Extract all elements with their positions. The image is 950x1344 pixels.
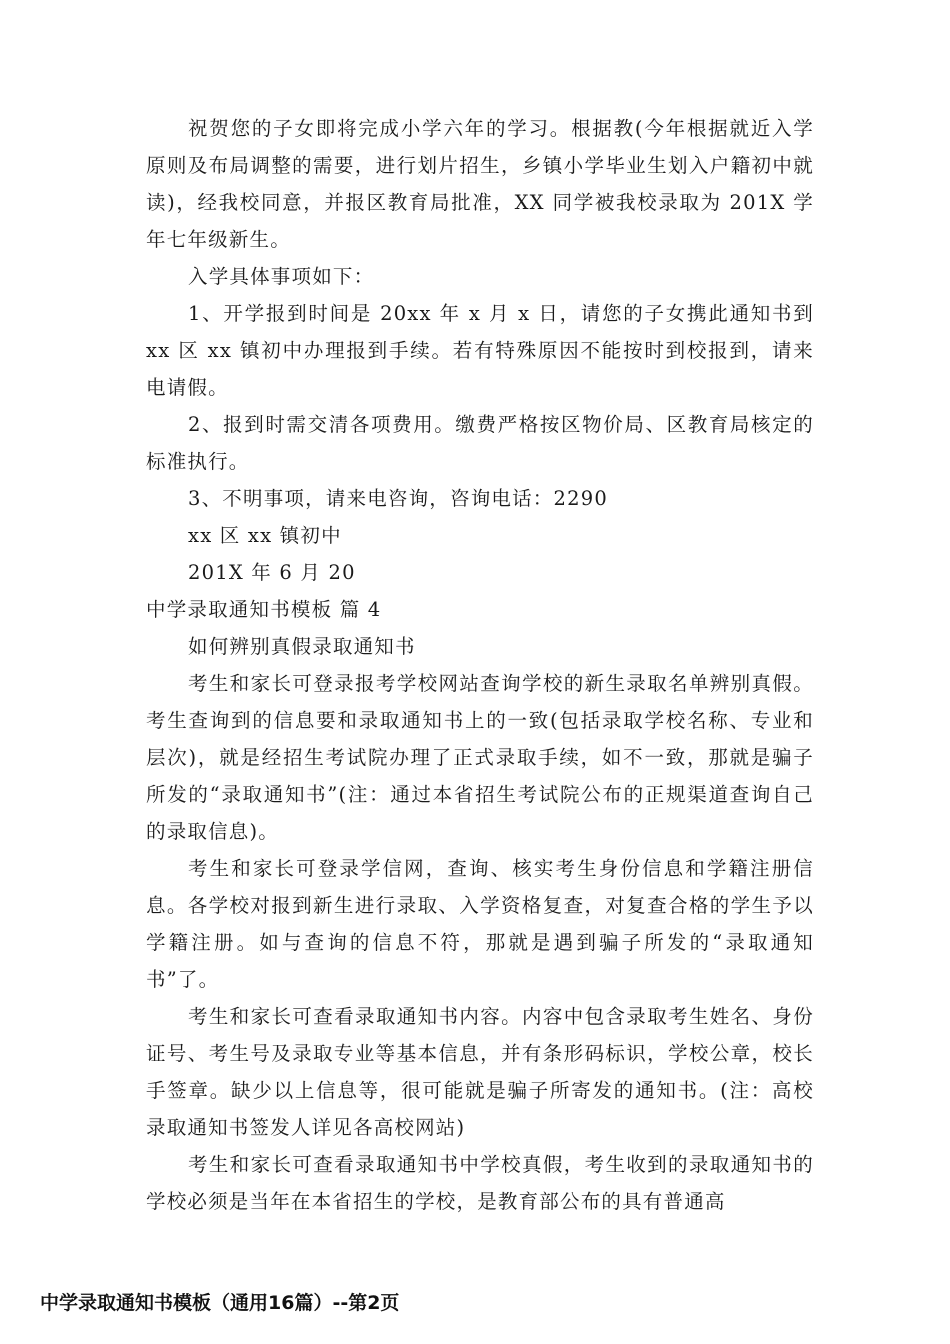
paragraph-congratulations: 祝贺您的子女即将完成小学六年的学习。根据教(今年根据就近入学原则及布局调整的需要，进行划片招生，乡镇小学毕业生划入户籍初中就读)，经我校同意，并报区教育局批准，XX 同学被我校录取为 201X 学年七年级新生。 (146, 117, 814, 251)
paragraph-verify-chsi: 考生和家长可登录学信网，查询、核实考生身份信息和学籍注册信息。各学校对报到新生进行录取、入学资格复查，对复查合格的学生予以学籍注册。如与查询的信息不符，那就是遇到骗子所发的“录取通知书”了。 (146, 857, 814, 991)
paragraph-item-3: 3、不明事项，请来电咨询，咨询电话：2290 (188, 487, 608, 510)
signature-date: 201X 年 6 月 20 (188, 561, 356, 584)
paragraph-verify-content: 考生和家长可查看录取通知书内容。内容中包含录取考生姓名、身份证号、考生号及录取专业等基本信息，并有条形码标识，学校公章，校长手签章。缺少以上信息等，很可能就是骗子所寄发的通知书。(注：高校录取通知书签发人详见各高校网站) (146, 1005, 814, 1139)
paragraph-verify-school: 考生和家长可查看录取通知书中学校真假，考生收到的录取通知书的学校必须是当年在本省招生的学校，是教育部公布的具有普通高 (146, 1153, 814, 1213)
paragraph-enrollment-intro: 入学具体事项如下： (188, 265, 375, 288)
document-body (146, 110, 814, 1220)
paragraph-item-2: 2、报到时需交清各项费用。缴费严格按区物价局、区教育局核定的标准执行。 (146, 413, 814, 473)
signature-school: xx 区 xx 镇初中 (188, 524, 342, 547)
page-footer: 中学录取通知书模板（通用16篇）--第2页 (40, 1292, 400, 1314)
paragraph-item-1: 1、开学报到时间是 20xx 年 x 月 x 日，请您的子女携此通知书到 xx 区 xx 镇初中办理报到手续。若有特殊原因不能按时到校报到，请来电请假。 (146, 302, 814, 399)
section-heading: 中学录取通知书模板 篇 4 (146, 598, 382, 621)
subheading-verify: 如何辨别真假录取通知书 (188, 635, 416, 658)
paragraph-verify-website: 考生和家长可登录报考学校网站查询学校的新生录取名单辨别真假。考生查询到的信息要和录取通知书上的一致(包括录取学校名称、专业和层次)，就是经招生考试院办理了正式录取手续，如不一致，那就是骗子所发的“录取通知书”(注：通过本省招生考试院公布的正规渠道查询自己的录取信息)。 (146, 672, 814, 843)
